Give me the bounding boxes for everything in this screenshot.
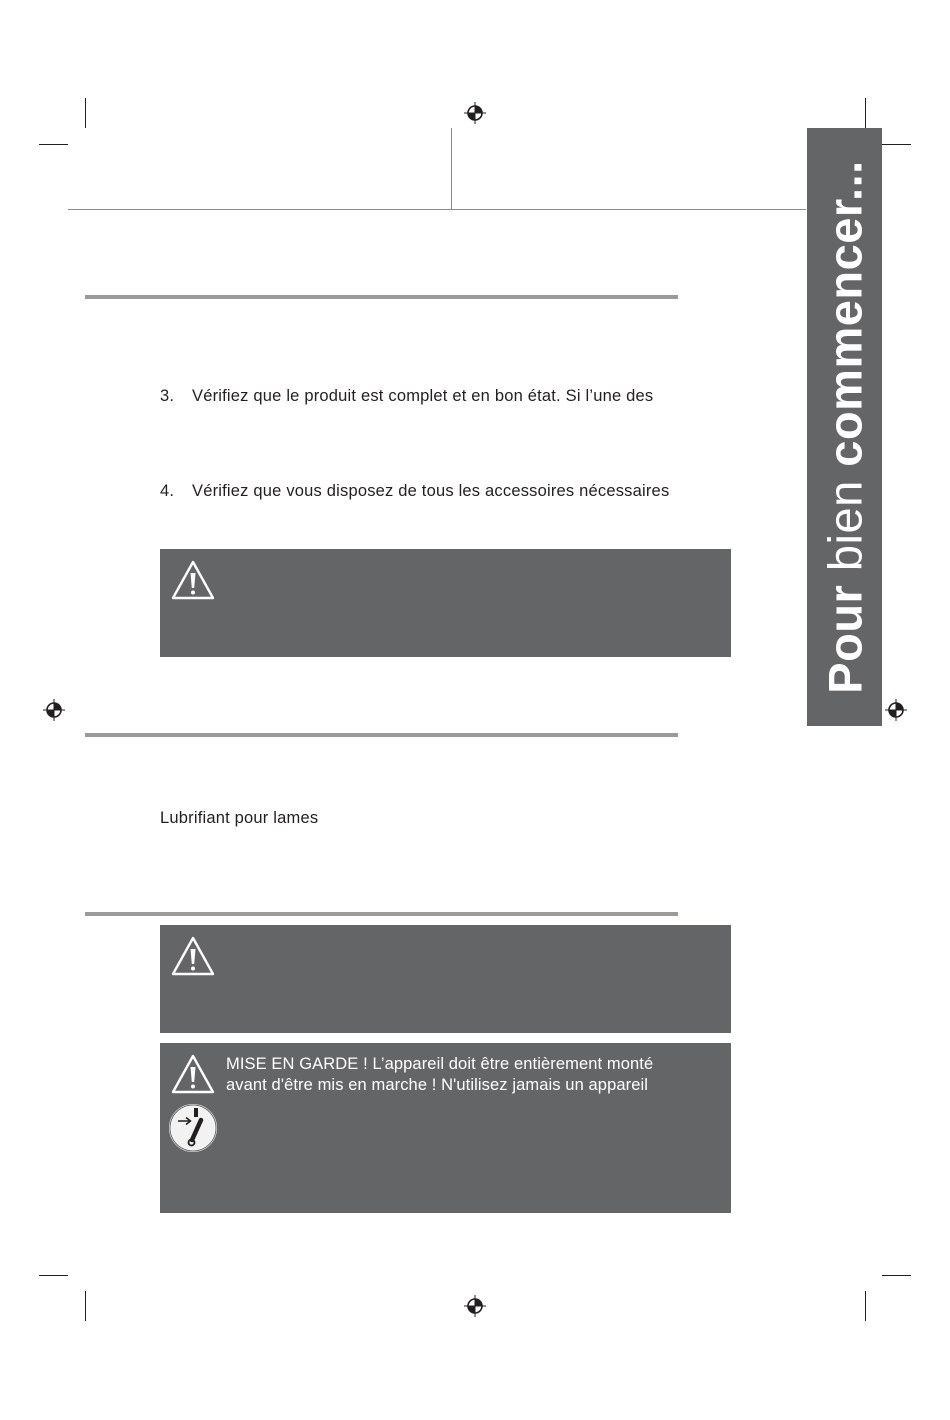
list-item-text: Vérifiez que vous disposez de tous les accessoires nécessaires [192, 482, 670, 500]
crop-mark [882, 1275, 911, 1276]
warning-text [226, 1054, 653, 1096]
warning-triangle-icon [170, 935, 216, 977]
list-item [160, 387, 653, 406]
list-item-text: Vérifiez que le produit est complet et en bon état. Si l’une des [192, 387, 654, 405]
section-tab-title-light: bien [818, 480, 871, 572]
warning-box [160, 925, 731, 1033]
section-rule [85, 912, 678, 916]
section-tab-title-bold: Pour [818, 584, 871, 694]
crop-mark [865, 1291, 866, 1321]
section-rule [85, 733, 678, 737]
section-tab-title [817, 160, 872, 693]
warning-triangle-icon [170, 559, 216, 601]
warning-box [160, 1043, 731, 1213]
header-divider [451, 128, 452, 209]
header-line [68, 209, 806, 210]
crop-mark [85, 1291, 86, 1321]
list-item-number: 3. [160, 387, 175, 405]
section-rule [85, 295, 678, 299]
registration-mark-icon [43, 699, 65, 721]
list-item-number: 4. [160, 482, 175, 500]
crop-mark [39, 1275, 68, 1276]
section-tab [807, 128, 882, 726]
registration-mark-icon [464, 102, 486, 124]
crop-mark [865, 98, 866, 128]
crop-mark [39, 144, 68, 145]
warning-box [160, 549, 731, 657]
crop-mark [882, 144, 911, 145]
power-switch-icon [167, 1102, 219, 1154]
warning-triangle-icon [170, 1053, 216, 1095]
registration-mark-icon [464, 1295, 486, 1317]
list-item [160, 482, 669, 501]
warning-text-line: avant d'être mis en marche ! N'utilisez jamais un appareil [226, 1076, 649, 1094]
registration-mark-icon [885, 699, 907, 721]
section-tab-title-bold: commencer... [818, 160, 871, 467]
crop-mark [85, 98, 86, 128]
warning-text-line: MISE EN GARDE ! L’appareil doit être entièrement monté [226, 1055, 654, 1073]
accessory-item: Lubrifiant pour lames [160, 809, 319, 827]
